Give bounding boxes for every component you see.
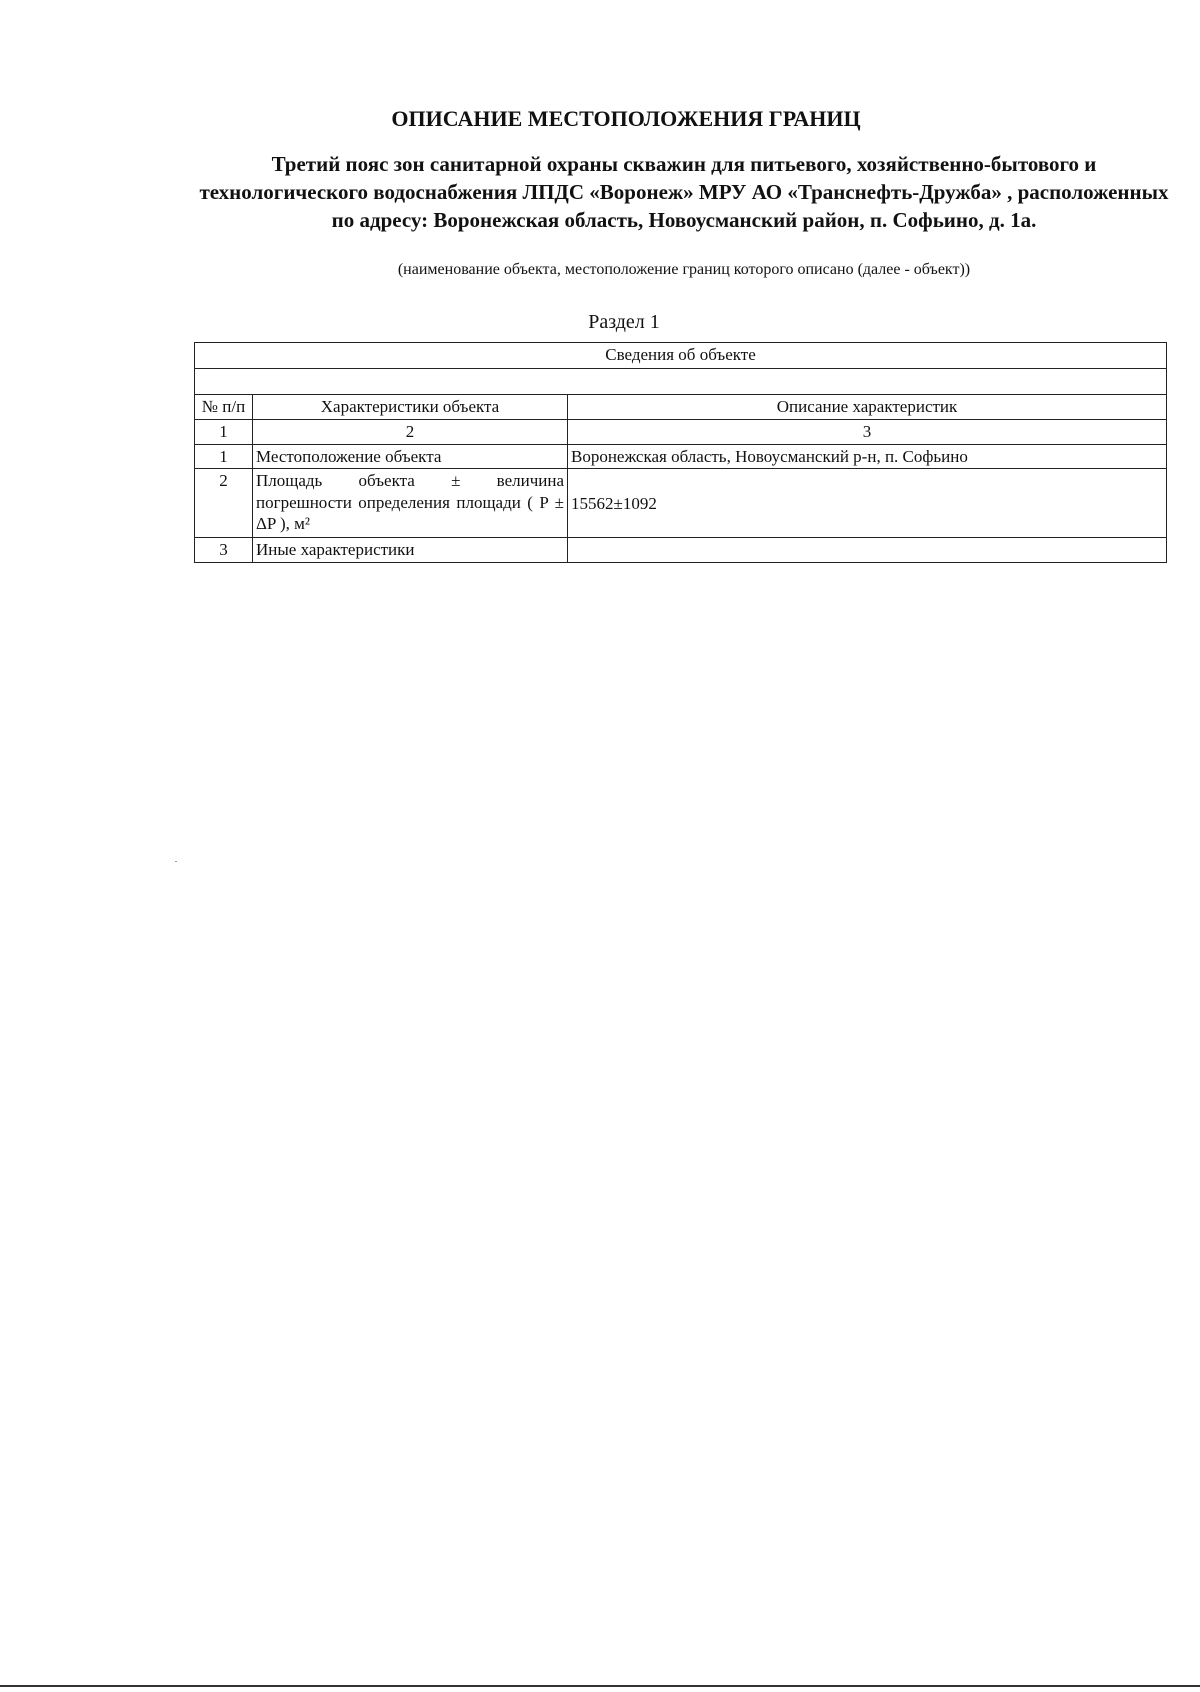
column-headers-row xyxy=(195,395,1167,420)
row-characteristic: Площадь объекта ± величина погрешности определения площади ( P ± ΔP ), м² xyxy=(253,469,568,538)
column-header-characteristic: Характеристики объекта xyxy=(253,395,568,420)
column-number: 2 xyxy=(253,420,568,445)
scan-mark xyxy=(175,861,177,862)
bottom-rule xyxy=(0,1685,1200,1687)
table-row xyxy=(195,445,1167,469)
table-spacer-row xyxy=(195,369,1167,395)
table-header-row xyxy=(195,343,1167,369)
table-row xyxy=(195,469,1167,538)
row-value: Воронежская область, Новоусманский р-н, п. Софьино xyxy=(568,445,1167,469)
column-number: 3 xyxy=(568,420,1167,445)
row-characteristic: Местоположение объекта xyxy=(253,445,568,469)
table-row xyxy=(195,538,1167,562)
table-spacer-cell xyxy=(195,369,1167,395)
row-number: 1 xyxy=(195,445,253,469)
row-number: 3 xyxy=(195,538,253,562)
row-value: 15562±1092 xyxy=(568,469,1167,538)
row-value xyxy=(568,538,1167,562)
object-info-table xyxy=(194,342,1167,563)
column-number: 1 xyxy=(195,420,253,445)
section-title: Раздел 1 xyxy=(588,311,660,333)
table-header: Сведения об объекте xyxy=(195,343,1167,369)
object-name: Третий пояс зон санитарной охраны скважин для питьевого, хозяйственно-бытового и технологического водоснабжения ЛПДС «Воронеж» МРУ АО «Транснефть-Дружба» , расположенных по адресу: Воронежская область, Новоусманский район, п. Софьино, д. 1а. xyxy=(199,152,1169,232)
column-header-description: Описание характеристик xyxy=(568,395,1167,420)
column-numbers-row xyxy=(195,420,1167,445)
document-title: ОПИСАНИЕ МЕСТОПОЛОЖЕНИЯ ГРАНИЦ xyxy=(391,106,861,131)
object-name-caption: (наименование объекта, местоположение границ которого описано (далее - объект)) xyxy=(397,261,971,278)
row-characteristic: Иные характеристики xyxy=(253,538,568,562)
row-number: 2 xyxy=(195,469,253,538)
column-header-number: № п/п xyxy=(195,395,253,420)
